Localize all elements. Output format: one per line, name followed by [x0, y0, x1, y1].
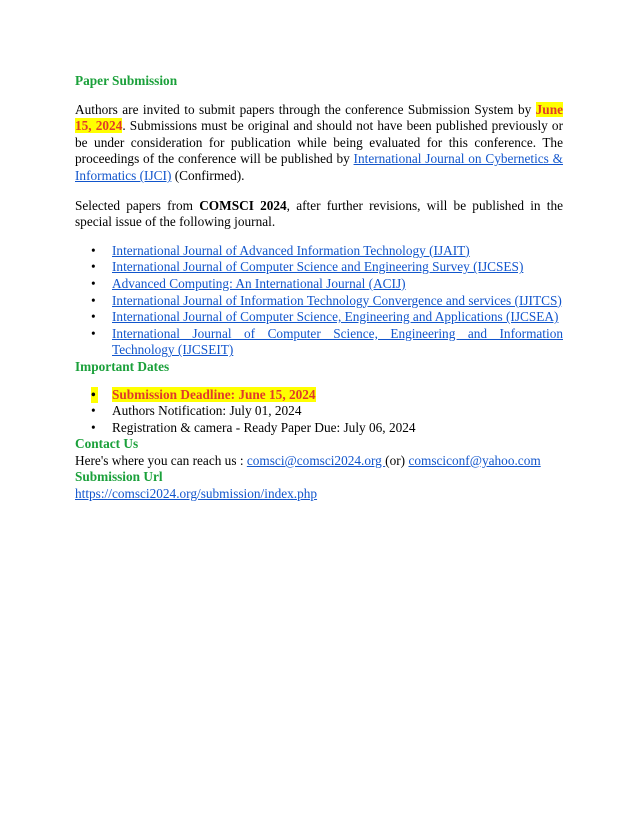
selected-text-b: , after further revisions, will be published in the special issue of the following journal. — [75, 197, 563, 230]
important-dates-heading: Important Dates — [75, 358, 170, 374]
submission-text-b: . Submissions must be original and should not have been published previously or be under consideration for publication while being evaluated for this conference. The proceedings of the conference will be published by — [75, 118, 563, 167]
journal-link-ijait[interactable]: International Journal of Advanced Information Technology (IJAIT) — [112, 242, 470, 258]
conference-name: COMSCI 2024 — [199, 197, 287, 213]
journal-link-ijcsea[interactable]: International Journal of Computer Science, Engineering and Applications (IJCSEA) — [112, 309, 559, 325]
dates-list — [75, 387, 563, 437]
bullet-icon: • — [91, 325, 96, 341]
journal-link-ijcses[interactable]: International Journal of Computer Science and Engineering Survey (IJCSES) — [112, 259, 524, 275]
bullet-icon: • — [91, 403, 96, 419]
journal-link-acij[interactable]: Advanced Computing: An International Journal (ACIJ) — [112, 275, 406, 291]
email-link-comsci[interactable]: comsci@comsci2024.org — [246, 452, 386, 468]
submission-text-a: Authors are invited to submit papers through the conference Submission System by — [75, 101, 536, 117]
submission-text-c: (Confirmed). — [171, 167, 245, 183]
list-item — [75, 326, 563, 359]
contact-text-b: (or) — [385, 452, 409, 468]
journal-link-ijitcs[interactable]: International Journal of Information Technology Convergence and services (IJITCS) — [112, 292, 562, 308]
notification-date-item: Authors Notification: July 01, 2024 — [112, 403, 302, 419]
submission-deadline-item: Submission Deadline: June 15, 2024 — [112, 386, 316, 402]
bullet-icon: • — [91, 242, 96, 258]
list-item — [75, 293, 563, 310]
bullet-icon: • — [91, 419, 96, 435]
email-link-yahoo[interactable]: comsciconf@yahoo.com — [408, 452, 541, 468]
selected-papers-paragraph — [75, 198, 563, 231]
bullet-icon: • — [91, 386, 96, 402]
document-content — [75, 73, 563, 503]
list-item — [75, 259, 563, 276]
list-item — [75, 276, 563, 293]
journal-list — [75, 243, 563, 359]
bullet-icon: • — [91, 292, 96, 308]
ijci-link[interactable]: International Journal on Cybernetics & Informatics (IJCI) — [75, 151, 563, 183]
list-item — [75, 403, 563, 420]
bullet-icon: • — [91, 259, 96, 275]
list-item — [75, 309, 563, 326]
contact-line — [75, 453, 563, 470]
submission-url-heading: Submission Url — [75, 469, 163, 485]
bullet-icon: • — [91, 275, 96, 291]
list-item — [75, 420, 563, 437]
submission-paragraph — [75, 102, 563, 185]
paper-submission-heading: Paper Submission — [75, 73, 178, 88]
contact-heading: Contact Us — [75, 436, 139, 452]
journal-link-ijcseit[interactable]: International Journal of Computer Science, Engineering and Information Technology (IJCSEIT) — [112, 325, 563, 358]
submission-deadline-highlight: June 15, 2024 — [75, 101, 563, 134]
bullet-icon: • — [91, 309, 96, 325]
contact-text-a: Here's where you can reach us : — [75, 452, 247, 468]
submission-url-link[interactable]: https://comsci2024.org/submission/index.php — [75, 486, 318, 502]
list-item — [75, 243, 563, 260]
list-item — [75, 387, 563, 404]
registration-date-item: Registration & camera - Ready Paper Due: July 06, 2024 — [112, 419, 416, 435]
submission-url-line — [75, 486, 563, 503]
selected-text-a: Selected papers from — [75, 197, 200, 213]
